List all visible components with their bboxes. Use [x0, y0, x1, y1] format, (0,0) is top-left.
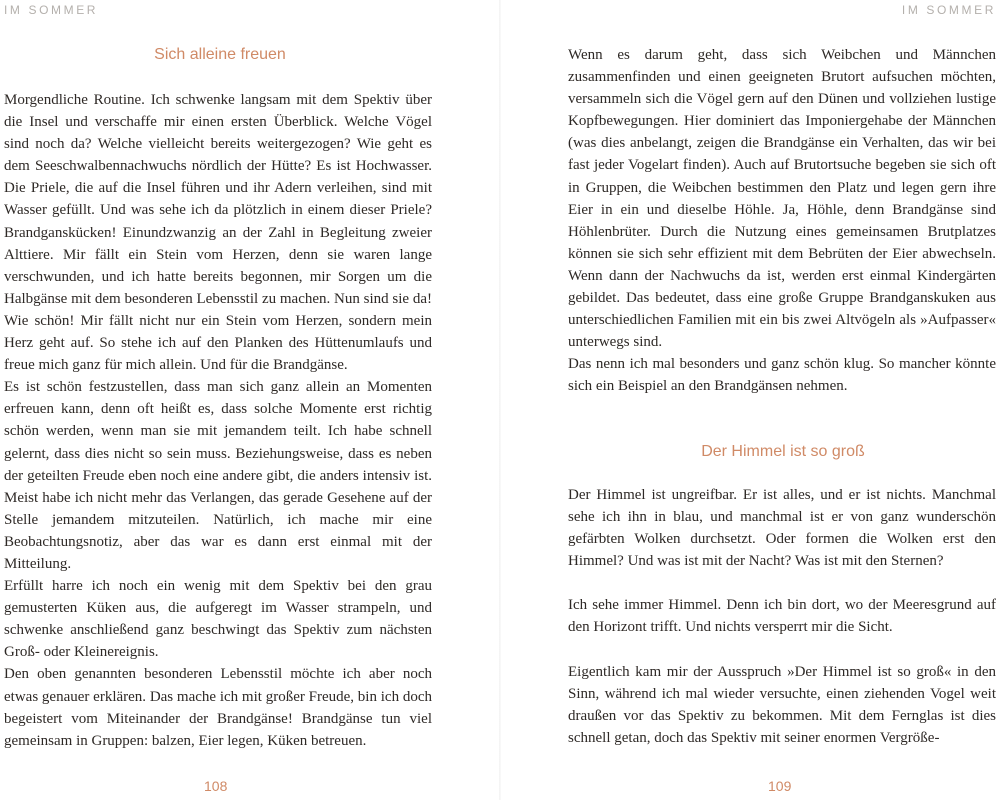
section-heading-sich-alleine-freuen: Sich alleine freuen	[154, 46, 286, 63]
right-page	[530, 0, 1000, 800]
paragraph: Morgendliche Routine. Ich schwenke langsam mit dem Spektiv über die Insel und verschaffe mir einen ersten Überblick. Welche Vögel sind noch da? Welche vielleicht bereits weitergezogen? Wie geht es dem Seeschwalbennachwuchs nördlich der Hütte? Es ist Hochwasser. Die Priele, die auf die Insel führen und ihr Adern verleihen, sind mit Wasser gefüllt. Und was sehe ich da plötzlich in einem dieser Priele? Brandganskücken! Einundzwanzig an der Zahl in Begleitung zweier Alttiere. Mir fällt ein Stein vom Herzen, denn sie waren lange verschwunden, und ich hatte bereits begonnen, mir Sorgen um die Halbgänse mit dem besonderen Lebensstil zu machen. Nun sind sie da! Wie schön! Mir fällt nicht nur ein Stein vom Herzen, sondern mein Herz geht auf. So stehe ich auf den Planken des Hüttenumlaufs und freue mich ganz für mich allein. Und für die Brandgänse.	[4, 92, 432, 374]
section-heading-der-himmel-ist-so-gross: Der Himmel ist so groß	[701, 443, 865, 460]
left-page	[0, 0, 470, 800]
page-number-right: 109	[768, 778, 792, 794]
paragraph: Erfüllt harre ich noch ein wenig mit dem Spektiv bei den grau gemusterten Küken aus, die aufgeregt im Wasser strampeln, und schwenke anschließend ganz beschwingt das Spektiv zum nächsten Groß- oder Kleinereignis.	[4, 578, 432, 661]
gutter-divider	[499, 0, 501, 800]
right-intro-text	[568, 44, 996, 398]
paragraph: Wenn es darum geht, dass sich Weibchen und Männchen zusammenfinden und einen geeigneten Brutort aufsuchen möchten, versammeln sich die Vögel gern auf den Dünen und vollziehen lustige Kopfbewegungen. Hier dominiert das Imponiergehabe der Männchen (was dies anbelangt, zeigen die Brandgänse ein Verhalten, das wir bei fast jeder Vogelart finden). Auch auf Brutortsuche begeben sie sich oft in Gruppen, die Weibchen bestimmen den Platz und legen gern ihre Eier in ein und dieselbe Höhle. Ja, Höhle, denn Brandgänse sind Höhlenbrüter. Durch die Nutzung eines gemeinsamen Brutplatzes können sie sich sehr effizient mit dem Bebrüten der Eier abwechseln. Wenn dann der Nachwuchs da ist, werden erst einmal Kindergärten gebildet. Das bedeutet, dass eine große Gruppe Brandganskuken aus unterschiedlichen Familien mit ein bis zwei Altvögeln als »Aufpasser« unterwegs sind.	[568, 47, 996, 351]
paragraph: Der Himmel ist ungreifbar. Er ist alles, und er ist nichts. Manchmal sehe ich ihn in blau, und manchmal ist er von ganz wunderschön gefärbten Wolken durchsetzt. Oder formen die Wolken erst den Himmel? Und was ist mit der Nacht? Was ist mit den Sternen?	[568, 487, 996, 570]
paragraph: Ich sehe immer Himmel. Denn ich bin dort, wo der Meeresgrund auf den Horizont trifft. Und nichts versperrt mir die Sicht.	[568, 597, 996, 636]
paragraph: Eigentlich kam mir der Ausspruch »Der Himmel ist so groß« in den Sinn, während ich mal wieder versuchte, einen ziehenden Vogel weit draußen vor das Spektiv zu bekommen. Mit dem Fernglas ist dies schnell getan, doch das Spektiv mit seiner enormen Vergröße-	[568, 663, 996, 746]
page-number-left: 108	[204, 778, 228, 794]
running-head-right: IM SOMMER	[901, 3, 996, 17]
paragraph: Das nenn ich mal besonders und ganz schön klug. So mancher könnte sich ein Beispiel an den Brandgänsen nehmen.	[568, 356, 996, 395]
paragraph: Den oben genannten besonderen Lebensstil möchte ich aber noch etwas genauer erklären. Das mache ich mit großer Freude, bin ich doch begeistert vom Miteinander der Brandgänse! Brandgänse tun viel gemeinsam in Gruppen: balzen, Eier legen, Küken betreuen.	[4, 666, 432, 749]
left-body-text	[4, 89, 432, 752]
paragraph: Es ist schön festzustellen, dass man sich ganz allein an Momenten erfreuen kann, denn oft heißt es, dass solche Momente erst richtig schön werden, wenn man sie mit jemandem teilt. Ich habe schnell gelernt, dass dies nicht so sein muss. Beziehungsweise, dass es neben der geteilten Freude eben noch eine andere gibt, die anders intensiv ist. Meist habe ich nicht mehr das Verlangen, das gerade Gesehene auf der Stelle jemandem mitzuteilen. Natürlich, ich mache mir eine Beobachtungsnotiz, aber das war es dann erst einmal mit der Mitteilung.	[4, 379, 432, 572]
right-body-text	[568, 484, 996, 749]
running-head-left: IM SOMMER	[4, 3, 99, 17]
